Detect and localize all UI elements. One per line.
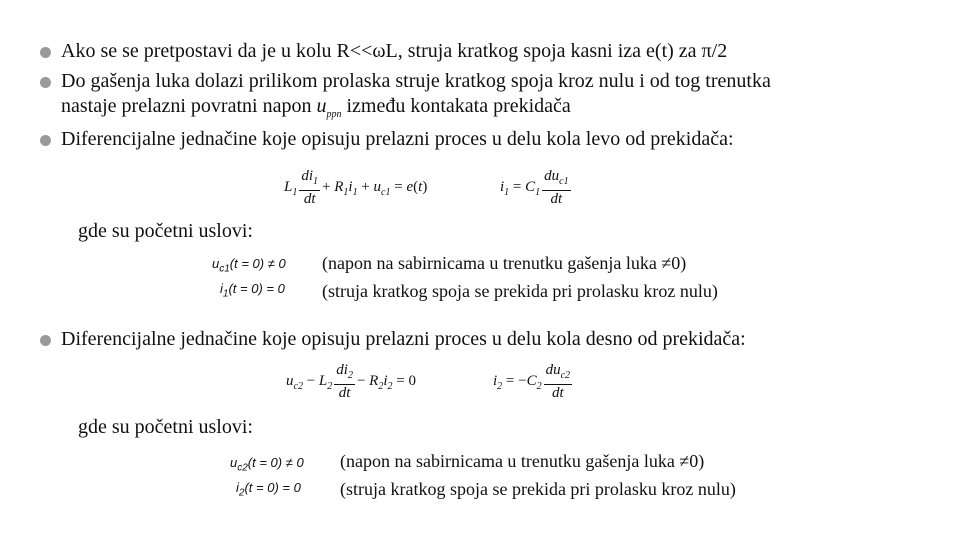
initial-conditions-label-2: gde su početni uslovi: bbox=[78, 416, 253, 438]
equation-left-2: $i_1 = C_1$ $\frac{du_{c1}}{dt}$ bbox=[500, 168, 569, 207]
bullet-text-continued: nastaje prelazni povratni napon $u_{ppn}$ između kontakata prekidača bbox=[61, 95, 571, 120]
initial-condition-i2: $i_2(t = 0) = 0$ bbox=[236, 480, 301, 499]
equation-right-2: $i_2 = -C_2$ $\frac{du_{c2}}{dt}$ bbox=[493, 362, 571, 401]
bullet-text: Ako se se pretpostavi da je u kolu R<<ωL, struja kratkog spoja kasni iza e(t) za π/2 bbox=[61, 40, 728, 62]
note-current-1: (struja kratkog spoja se prekida pri prolasku kroz nulu) bbox=[322, 281, 718, 301]
note-current-2: (struja kratkog spoja se prekida pri prolasku kroz nulu) bbox=[340, 479, 736, 499]
equation-right-1: $u_{c2} - L_2$ $\frac{di_2}{dt}$ − $R_2i_2 = 0$ bbox=[286, 362, 416, 401]
bullet-dot bbox=[40, 135, 51, 146]
bullet-text: Do gašenja luka dolazi prilikom prolaska struje kratkog spoja kroz nulu i od tog trenutka bbox=[61, 70, 771, 92]
initial-condition-i1: $i_1(t = 0) = 0$ bbox=[220, 281, 285, 300]
bullet-dot bbox=[40, 47, 51, 58]
initial-conditions-label-1: gde su početni uslovi: bbox=[78, 220, 253, 242]
note-voltage-1: (napon na sabirnicama u trenutku gašenja luka ≠0) bbox=[322, 253, 687, 273]
initial-condition-uc1: $u_{c1}(t = 0) \ne 0$ bbox=[212, 256, 286, 275]
bullet-text: Diferencijalne jednačine koje opisuju prelazni proces u delu kola levo od prekidača: bbox=[61, 128, 734, 150]
initial-condition-uc2: $u_{c2}(t = 0) \ne 0$ bbox=[230, 455, 304, 474]
note-voltage-2: (napon na sabirnicama u trenutku gašenja luka ≠0) bbox=[340, 451, 705, 471]
bullet-dot bbox=[40, 77, 51, 88]
bullet-dot bbox=[40, 335, 51, 346]
bullet-text: Diferencijalne jednačine koje opisuju prelazni proces u delu kola desno od prekidača: bbox=[61, 328, 746, 350]
equation-left-1: $L_1$ $\frac{di_1}{dt}$ + $R_1i_1 + u_{c1} = e(t)$ bbox=[284, 168, 428, 207]
